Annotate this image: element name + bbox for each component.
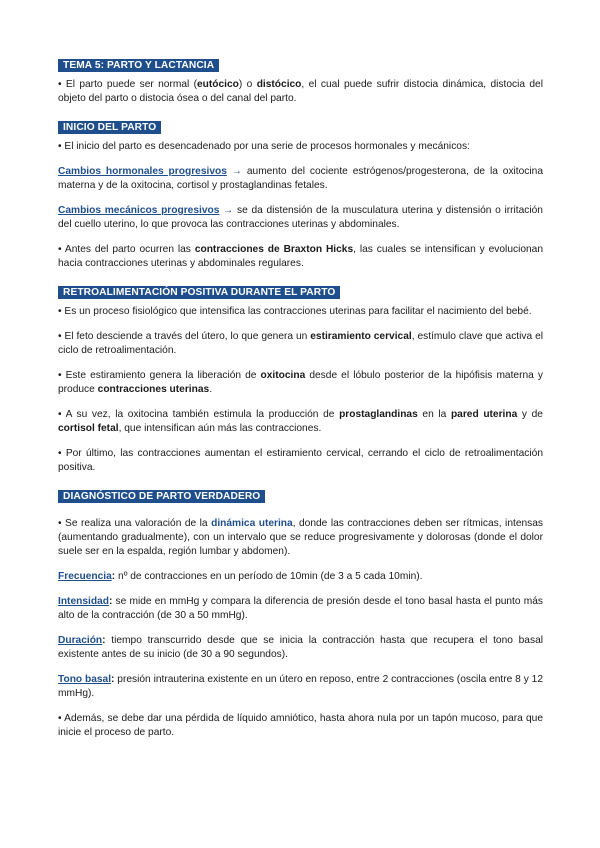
paragraph-retro-5: • Por último, las contracciones aumentan el estiramiento cervical, cerrando el ciclo de retroalimentación positiva. [58,448,543,473]
section-header-tema: TEMA 5: PARTO Y LACTANCIA [58,59,219,72]
text-run: aumento del cociente estrógenos/progesterona, de la oxitocina materna y de la oxitocina, cortisol y prostaglandinas fetales. [58,166,543,191]
term-intensidad: Intensidad [58,596,109,607]
text-run: se da distensión de la musculatura uterina y distensión o irritación del cuello uterino, lo que provoca las contracciones uterinas y abdominales. [58,205,543,230]
text-run: , las cuales se intensifican y evolucionan hacia contracciones uterinas y abdominales regulares. [58,244,544,269]
bold-term: contracciones uterinas [97,384,210,395]
text-run: ) o [238,79,257,90]
text-run: desde el lóbulo posterior de la hipófisis materna y produce [58,370,543,395]
text-run: • A su vez, la oxitocina también estimula la producción de [58,409,340,420]
text-run: • El feto desciende a través del útero, lo que genera un [58,331,311,342]
text-run: en la [417,409,451,420]
text-run: • Se realiza una valoración de la [58,518,212,529]
paragraph-retro-4 [58,408,543,436]
bold-term: cortisol fetal [58,423,119,434]
paragraph-inicio: • El inicio del parto es desencadenado por una serie de procesos hormonales y mecánicos: [58,141,470,152]
text-run: , que intensifican aún más las contracciones. [118,423,322,434]
text-run: : [102,635,106,646]
term-cambios-hormonales: Cambios hormonales progresivos [58,166,227,177]
text-run: : [111,674,115,685]
paragraph-dinamica-uterina [58,517,543,559]
text-run: • Antes del parto ocurren las [58,244,195,255]
text-run: : [108,596,113,607]
text-run: • El parto puede ser normal ( [58,79,198,90]
text-run: . [209,384,213,395]
term-duracion: Duración [58,635,103,646]
paragraph-liquido-amniotico: • Además, se debe dar una pérdida de líquido amniótico, hasta ahora nula por un tapón mucoso, para que inicie el proceso de parto. [58,713,543,738]
text-run: presión intrauterina existente en un útero en reposo, entre 2 contracciones (oscila entre 8 y 12 mmHg). [58,674,543,699]
paragraph-cambios-hormonales [58,165,543,193]
text-run: nº de contracciones en un período de 10min (de 3 a 5 cada 10min). [115,571,423,582]
paragraph-frecuencia [58,570,543,584]
text-run: se mide en mmHg y compara la diferencia de presión desde el tono basal hasta el punto más alto de la contracción (de 30 a 50 mmHg). [58,596,543,621]
text-run: , donde las contracciones deben ser rítmicas, intensas (aumentando gradualmente), con un intervalo que se reduce progresivamente y dolorosas (donde el dolor suele ser en la espalda, región lumbar y abdomen). [58,518,544,557]
text-run: , estímulo clave que activa el ciclo de retroalimentación. [58,331,543,356]
paragraph-cambios-mecanicos [58,204,543,232]
section-header-retroalimentacion: RETROALIMENTACIÓN POSITIVA DURANTE EL PARTO [58,286,340,299]
text-run: : [111,571,116,582]
text-run: , el cual puede sufrir distocia dinámica, distocia del objeto del parto o distocia ósea o del canal del parto. [58,79,543,104]
paragraph-duracion [58,634,543,662]
term-dinamica-uterina: dinámica uterina [211,518,293,529]
bold-term: distócico [256,79,302,90]
arrow-icon: → [231,166,242,177]
bold-term: eutócico [197,79,239,90]
text-run: y de [517,409,543,420]
paragraph-retro-2 [58,330,543,358]
text-run: • Este estiramiento genera la liberación de [58,370,261,381]
section-header-diagnostico: DIAGNÓSTICO DE PARTO VERDADERO [58,490,265,503]
paragraph-braxton-hicks [58,243,543,271]
bold-term: contracciones de Braxton Hicks [194,244,354,255]
paragraph-tono-basal [58,673,543,701]
section-header-inicio: INICIO DEL PARTO [58,121,161,134]
bold-term: oxitocina [260,370,306,381]
paragraph-tipos-parto [58,78,543,106]
paragraph-retro-1: • Es un proceso fisiológico que intensifica las contracciones uterinas para facilitar el nacimiento del bebé. [58,306,532,317]
paragraph-retro-3 [58,369,543,397]
term-tono-basal: Tono basal [58,674,112,685]
bold-term: prostaglandinas [339,409,418,420]
text-run: tiempo transcurrido desde que se inicia la contracción hasta que recupera el tono basal existente antes de su inicio (de 30 a 90 segundos). [58,635,543,660]
arrow-icon: → [223,205,234,216]
paragraph-intensidad [58,595,543,623]
term-cambios-mecanicos: Cambios mecánicos progresivos [58,205,220,216]
bold-term: pared uterina [450,409,518,420]
term-frecuencia: Frecuencia [58,571,112,582]
bold-term: estiramiento cervical [310,331,412,342]
